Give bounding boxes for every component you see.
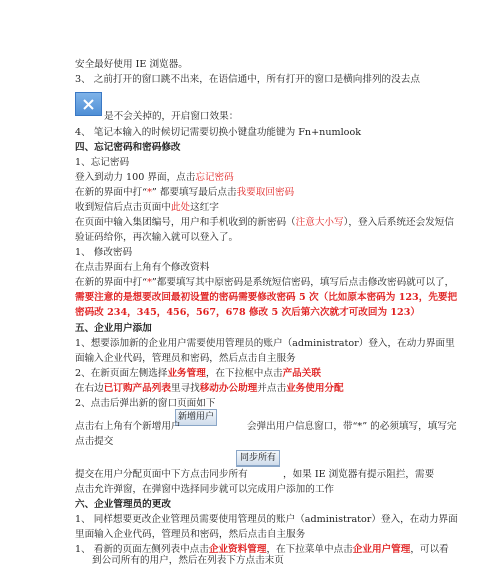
text-line: 2、点击后弹出新的窗口页面如下	[75, 398, 216, 409]
text-line: 安全最好使用 IE 浏览器。	[75, 59, 188, 70]
text-line: 在新的界面中打“*”都要填写其中原密码是系统短信密码，填写后点击修改密码就可以了，	[75, 277, 455, 288]
text-line: 在点击界面右上角有个修改资料	[75, 262, 210, 273]
text-line: 1、 看新的页面左侧列表中点击企业资料管理，在下拉菜单中点击企业用户管理，可以看	[75, 544, 449, 555]
text-line: 在页面中输入集团编号，用户和手机收到的新密码（注意大小写），登入后系统还会发短信	[75, 217, 454, 228]
add-user-button-screenshot: 新增用户	[175, 409, 217, 426]
text-line: 1、 修改密码	[75, 247, 133, 258]
sync-all-button-screenshot: 同步所有	[236, 450, 280, 467]
text-line: 在右边已订购产品列表里寻找移动办公助理并点击业务使用分配	[75, 383, 344, 394]
text-line: 到公司所有的用户，然后在列表下方点击末页	[92, 555, 284, 566]
text-line: 会弹出用户信息窗口，带“*” 的必须填写，填写完	[247, 421, 457, 432]
close-icon	[83, 99, 94, 110]
text-line: 面输入企业代码，管理员和密码，然后点击自主服务	[75, 353, 296, 364]
text-line: 1、忘记密码	[75, 157, 130, 168]
text-line: 4、 笔记本输入的时候切记需要切换小键盘功能键为 Fn+numlook	[75, 127, 362, 138]
text-line: 3、 之前打开的窗口跳不出来，在语信通中，所有打开的窗口是横向排列的没去点	[75, 74, 420, 85]
section-heading: 四、忘记密码和密码修改	[75, 142, 181, 153]
text-line: 提交在用户分配页面中下方点击同步所有	[75, 469, 248, 480]
text-line: 2、在新页面左侧选择业务管理，在下拉框中点击产品关联	[75, 368, 321, 379]
section-heading: 五、企业用户添加	[75, 323, 152, 334]
text-line: 收到短信后点击页面中此处这红字	[75, 202, 219, 213]
text-line: 密码改 234，345，456，567，678 修改 5 次后第六次就才可改回为 123）	[75, 307, 420, 318]
text-line: 点击提交	[75, 436, 114, 447]
close-window-screenshot	[75, 92, 102, 116]
section-heading: 六、企业管理员的更改	[75, 499, 171, 510]
text-line: 1、想要添加新的企业用户需要使用管理员的账户（administrator）登入，在动力界面里	[75, 338, 455, 349]
text-line: 需要注意的是想要改回最初设置的密码需要修改密码 5 次（比如原本密码为 123，先要把	[75, 292, 458, 303]
text-line: 点击允许弹窗，在弹窗中选择同步就可以完成用户添加的工作	[75, 484, 335, 495]
text-line: 是不会关掉的，开启窗口效果：	[104, 111, 239, 122]
text-line: 验证码给你，再次输入就可以登入了。	[75, 232, 239, 243]
text-line: 里面输入企业代码，管理员和密码，然后点击自主服务	[75, 529, 306, 540]
text-line: 在新的界面中打“*” 都要填写最后点击我要取回密码	[75, 187, 295, 198]
text-line: ，如果 IE 浏览器有提示阻拦，需要	[283, 469, 435, 480]
text-line: 点击右上角有个新增用户	[75, 421, 181, 432]
text-line: 登入到动力 100 界面，点击忘记密码	[75, 172, 234, 183]
text-line: 1、 同样想要更改企业管理员需要使用管理员的账户（administrator）登入，在动力界面	[75, 514, 458, 525]
